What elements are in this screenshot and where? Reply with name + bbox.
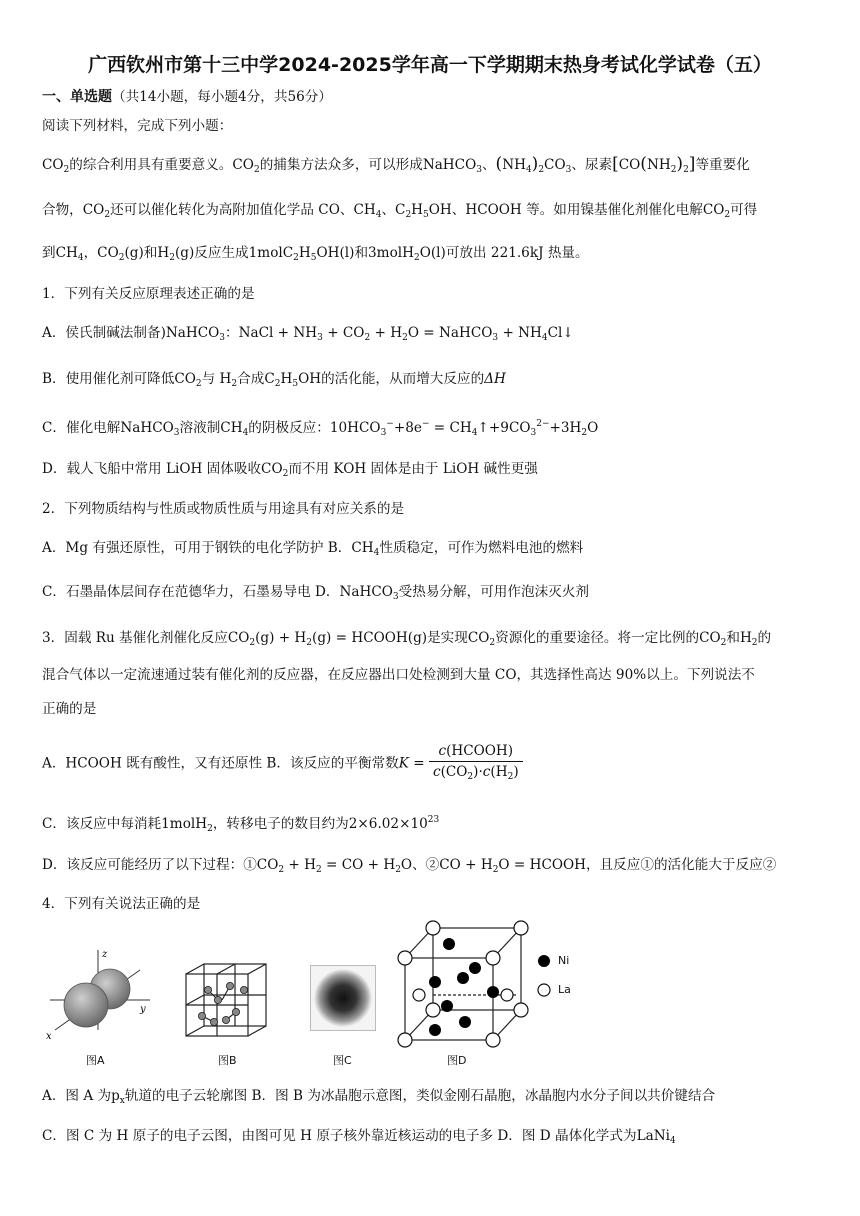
q1-stem: 1．下列有关反应原理表述正确的是 bbox=[42, 286, 255, 302]
q3-option-c: C．该反应中每消耗1molH$_2$，转移电子的数目约为$2\times 6.02\times 10^{23}$ bbox=[42, 815, 440, 834]
svg-text:y: y bbox=[140, 1004, 146, 1015]
q4-option-cd: C．图 C 为 H 原子的电子云图，由图可见 H 原子核外靠近核运动的电子多 D．图 D 晶体化学式为LaNi$_4$ bbox=[42, 1128, 676, 1146]
legend-ni-label: Ni bbox=[558, 954, 570, 967]
q1-option-b: B．使用催化剂可降低$CO_2$与 $H_2$合成$C_2H_5OH$的活化能，从而增大反应的ΔH bbox=[42, 371, 506, 389]
material-line-3: 到$CH_4$，$CO_2(g)$和$H_2(g)$反应生成$1molC_2H_5OH(l)$和3molH$_2$O(l)可放出 221.6kJ 热量。 bbox=[42, 245, 589, 263]
svg-text:z: z bbox=[102, 949, 108, 960]
section-heading-line bbox=[42, 87, 332, 107]
svg-text:x: x bbox=[46, 1031, 52, 1042]
q3-stem-line-1: 3．固载 Ru 基催化剂催化反应$CO_2(g) + H_2(g)$ = HCOOH(g)是实现$CO_2$资源化的重要途径。将一定比例的$CO_2$和$H_2$的 bbox=[42, 630, 772, 648]
q3-stem-line-2: 混合气体以一定流速通过装有催化剂的反应器，在反应器出口处检测到大量 CO，其选择性高达 90%以上。下列说法不 bbox=[42, 667, 755, 683]
section-note: （共14小题，每小题4分，共56分） bbox=[112, 89, 332, 105]
figure-a-label: 图A bbox=[86, 1054, 105, 1067]
q2-option-ab: A．Mg 有强还原性，可用于钢铁的电化学防护 B．$CH_4$性质稳定，可作为燃料电池的燃料 bbox=[42, 540, 584, 558]
q1-option-d: D．载人飞船中常用 LiOH 固体吸收$CO_2$而不用 KOH 固体是由于 LiOH 碱性更强 bbox=[42, 461, 538, 479]
figure-a-p-orbital bbox=[40, 945, 160, 1045]
material-line-1: $CO_2$的综合利用具有重要意义。$CO_2$的捕集方法众多，可以形成NaHCO$_3$、$(NH_4)_2CO_3$、尿素$[CO(NH_2)_2]$等重要化 bbox=[42, 154, 750, 175]
legend-la-label: La bbox=[558, 983, 571, 996]
q3-option-ab: A．HCOOH 既有酸性，又有还原性 B．该反应的平衡常数K = $\frac{\text{c(HCOOH)}}{c(CO_2)\cdot c(H_2)}$ bbox=[42, 741, 523, 787]
figure-d-label: 图D bbox=[447, 1054, 467, 1067]
figure-d-legend-markers bbox=[536, 953, 552, 1003]
q3-option-d: D．该反应可能经历了以下过程：$①CO_2 + H_2$ = CO + $H_2O$、②CO + $H_2O$ = HCOOH，且反应①的活化能大于反应② bbox=[42, 857, 777, 875]
q3-stem-line-3: 正确的是 bbox=[42, 701, 97, 717]
figure-c-electron-cloud bbox=[310, 965, 376, 1031]
q1-option-a: A．侯氏制碱法制备)NaHCO$_3$：NaCl + $NH_3 + CO_2 + H_2O$ = NaHCO$_3$ + $NH_4Cl↓$ bbox=[42, 325, 574, 343]
q2-stem: 2．下列物质结构与性质或物质性质与用途具有对应关系的是 bbox=[42, 501, 405, 517]
q2-option-cd: C．石墨晶体层间存在范德华力，石墨易导电 D．NaHCO$_3$受热易分解，可用作泡沫灭火剂 bbox=[42, 584, 589, 602]
page-title: 广西钦州市第十三中学2024-2025学年高一下学期期末热身考试化学试卷（五） bbox=[88, 54, 772, 76]
q4-option-ab: A．图 A 为$p_x$轨道的电子云轮廓图 B．图 B 为冰晶胞示意图，类似金刚石晶胞，冰晶胞内水分子间以共价键结合 bbox=[42, 1088, 716, 1106]
q4-stem: 4．下列有关说法正确的是 bbox=[42, 896, 201, 912]
section-heading: 一、单选题 bbox=[42, 89, 112, 105]
material-line-2: 合物，$CO_2$还可以催化转化为高附加值化学品 CO、$CH_4$、$C_2H_5OH$、HCOOH 等。如用镍基催化剂催化电解$CO_2$可得 bbox=[42, 202, 758, 220]
q1-option-c: C．催化电解NaHCO$_3$溶液制$CH_4$的阴极反应：$10HCO_3^-+8e^-$ = $CH_4↑+9CO_3^{2-}+3H_2O$ bbox=[42, 419, 599, 438]
figure-c-label: 图C bbox=[333, 1054, 352, 1067]
equilibrium-constant-fraction: $\frac{\text{c(HCOOH)}}{c(CO_2)\cdot c(H_2)}$ bbox=[429, 741, 523, 787]
figure-b-label: 图B bbox=[218, 1054, 237, 1067]
figure-d-crystal-cell bbox=[395, 918, 530, 1048]
figure-b-ice-cell bbox=[178, 960, 278, 1050]
intro-text: 阅读下列材料，完成下列小题： bbox=[42, 118, 233, 134]
